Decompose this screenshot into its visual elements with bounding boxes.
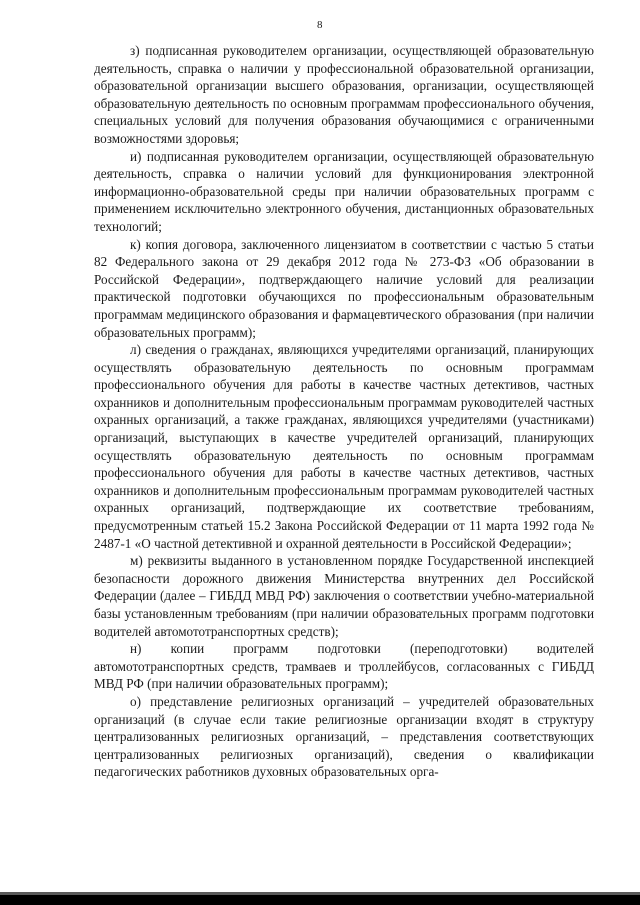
document-body [94, 42, 594, 781]
paragraph-i: и) подписанная руководителем организации, осуществляющей образовательную деятельность, справка о наличии условий для функционирования электронной информационно-образовательной среды при наличии образовательных программ с применением исключительно электронного обучения, дистанционных образовательных технологий; [94, 148, 594, 234]
scan-bottom-edge [0, 895, 640, 905]
paragraph-k: к) копия договора, заключенного лицензиатом в соответствии с частью 5 статьи 82 Федерального закона от 29 декабря 2012 года № 273-ФЗ «Об образовании в Российской Федерации», подтверждающего наличие условий для реализации практической подготовки обучающихся по профессиональным образовательным программам медицинского образования и фармацевтического образования (при наличии образовательных программ); [94, 236, 594, 340]
paragraph-n: н) копии программ подготовки (переподготовки) водителей автомототранспортных средств, трамваев и троллейбусов, согласованных с ГИБДД МВД РФ (при наличии образовательных программ); [94, 641, 594, 692]
paragraph-z: з) подписанная руководителем организации, осуществляющей образовательную деятельность, справка о наличии у профессиональной образовательной организации, образовательной организации высшего образования, организации, осуществляющей образовательную деятельность по основным программам профессионального обучения, специальных условий для получения образования обучающимися с ограниченными возможностями здоровья; [94, 43, 594, 146]
paragraph-m: м) реквизиты выданного в установленном порядке Государственной инспекцией безопасности дорожного движения Министерства внутренних дел Российской Федерации (далее – ГИБДД МВД РФ) заключения о соответствии учебно-материальной базы установленным требованиям (при наличии образовательных программ подготовки водителей автомототранспортных средств); [94, 553, 594, 639]
paragraph-o: о) представление религиозных организаций – учредителей образовательных организаций (в случае если такие религиозные организации входят в структуру централизованных религиозных организаций, – представления соответствующих централизованных религиозных организаций), сведения о квалификации педагогических работников духовных образовательных орга- [94, 693, 594, 780]
paragraph-l: л) сведения о гражданах, являющихся учредителями организаций, планирующих осуществлять образовательную деятельность по основным программам профессионального обучения для работы в качестве частных детективов, частных охранников и дополнительным профессиональным программам руководителей частных охранных организаций, а также гражданах, являющихся учредителями (участниками) организаций, выступающих в качестве учредителей организаций, планирующих осуществлять образовательную деятельность по основным программам профессионального обучения для работы в качестве частных детективов, частных охранников и дополнительным профессиональным программам руководителей частных охранных организаций, подтверждающие их соответствие требованиям, предусмотренным статьей 15.2 Закона Российской Федерации от 11 марта 1992 года № 2487-1 «О частной детективной и охранной деятельности в Российской Федерации»; [94, 342, 594, 551]
page-number: 8 [317, 19, 323, 31]
